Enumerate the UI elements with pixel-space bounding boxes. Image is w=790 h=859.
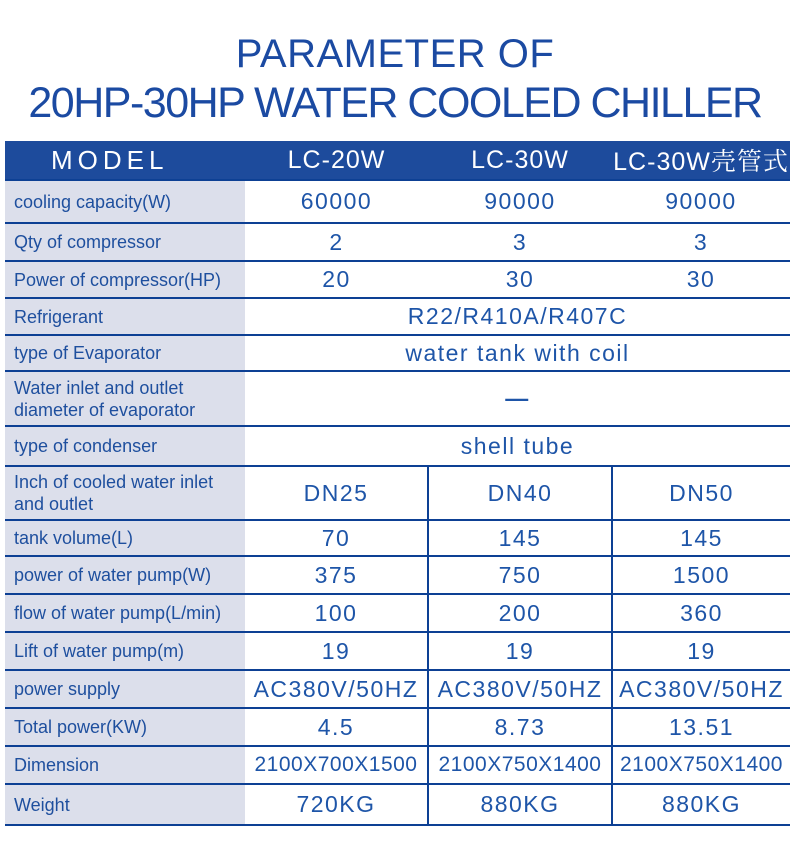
row-label: flow of water pump(L/min) xyxy=(5,594,245,632)
cell-value-span: shell tube xyxy=(245,426,790,466)
cell-value: 2100X750X1400 xyxy=(428,746,612,784)
cell-value: 8.73 xyxy=(428,708,612,746)
cell-value: 750 xyxy=(428,556,612,594)
row-label: Refrigerant xyxy=(5,298,245,335)
cell-value: 19 xyxy=(428,632,612,670)
page-title-line2: 20HP-30HP WATER COOLED CHILLER xyxy=(28,79,762,127)
cell-value: 90000 xyxy=(612,180,790,223)
table-row-power-supply xyxy=(5,670,790,708)
row-label: power supply xyxy=(5,670,245,708)
cell-value: AC380V/50HZ xyxy=(428,670,612,708)
cell-value: 30 xyxy=(428,261,612,298)
row-label: cooling capacity(W) xyxy=(5,180,245,223)
cell-value: DN40 xyxy=(428,466,612,520)
row-label: tank volume(L) xyxy=(5,520,245,556)
row-label: power of water pump(W) xyxy=(5,556,245,594)
cell-value: 360 xyxy=(612,594,790,632)
cell-value: 70 xyxy=(245,520,428,556)
header-col-lc-30w: LC-30W xyxy=(428,141,612,180)
table-row-power-of-water-pump xyxy=(5,556,790,594)
cell-value: 4.5 xyxy=(245,708,428,746)
row-label: Weight xyxy=(5,784,245,825)
cell-value: 60000 xyxy=(245,180,428,223)
cell-value: 145 xyxy=(612,520,790,556)
cell-value: AC380V/50HZ xyxy=(245,670,428,708)
table-row-refrigerant xyxy=(5,298,790,335)
header-col-lc-30w-shell-tube: LC-30W壳管式 xyxy=(612,141,790,180)
cell-value: 2100X700X1500 xyxy=(245,746,428,784)
table-row-qty-of-compressor xyxy=(5,223,790,261)
cell-value: 19 xyxy=(245,632,428,670)
table-row-lift-of-water-pump xyxy=(5,632,790,670)
row-label: Water inlet and outlet diameter of evaporator xyxy=(5,371,245,426)
table-row-dimension xyxy=(5,746,790,784)
cell-value: 375 xyxy=(245,556,428,594)
row-label: Power of compressor(HP) xyxy=(5,261,245,298)
page-title xyxy=(0,0,790,128)
table-row-cooling-capacity xyxy=(5,180,790,223)
cell-value: 145 xyxy=(428,520,612,556)
cell-value: 100 xyxy=(245,594,428,632)
cell-value: 2 xyxy=(245,223,428,261)
table-row-power-of-compressor xyxy=(5,261,790,298)
table-row-inch-of-cooled-water xyxy=(5,466,790,520)
row-label: Qty of compressor xyxy=(5,223,245,261)
cell-value-span: R22/R410A/R407C xyxy=(245,298,790,335)
spec-table-header-row xyxy=(5,141,790,180)
cell-value-span: water tank with coil xyxy=(245,335,790,371)
cell-value: DN25 xyxy=(245,466,428,520)
table-row-total-power xyxy=(5,708,790,746)
cell-value: 720KG xyxy=(245,784,428,825)
table-row-water-inlet-outlet-diameter xyxy=(5,371,790,426)
row-label: Dimension xyxy=(5,746,245,784)
cell-value: DN50 xyxy=(612,466,790,520)
cell-value: 880KG xyxy=(612,784,790,825)
table-row-flow-of-water-pump xyxy=(5,594,790,632)
page-title-line1: PARAMETER OF xyxy=(235,32,555,76)
header-model: MODEL xyxy=(5,141,245,180)
row-label: type of condenser xyxy=(5,426,245,466)
cell-value: 30 xyxy=(612,261,790,298)
row-label: Inch of cooled water inlet and outlet xyxy=(5,466,245,520)
table-row-type-of-condenser xyxy=(5,426,790,466)
spec-table xyxy=(5,141,790,826)
table-row-weight xyxy=(5,784,790,825)
cell-value-span: — xyxy=(245,371,790,426)
row-label: Total power(KW) xyxy=(5,708,245,746)
cell-value: 13.51 xyxy=(612,708,790,746)
cell-value: 200 xyxy=(428,594,612,632)
cell-value: 3 xyxy=(612,223,790,261)
cell-value: AC380V/50HZ xyxy=(612,670,790,708)
cell-value: 20 xyxy=(245,261,428,298)
header-col-lc-20w: LC-20W xyxy=(245,141,428,180)
cell-value: 1500 xyxy=(612,556,790,594)
cell-value: 90000 xyxy=(428,180,612,223)
row-label: Lift of water pump(m) xyxy=(5,632,245,670)
cell-value: 880KG xyxy=(428,784,612,825)
cell-value: 3 xyxy=(428,223,612,261)
table-row-tank-volume xyxy=(5,520,790,556)
cell-value: 2100X750X1400 xyxy=(612,746,790,784)
row-label: type of Evaporator xyxy=(5,335,245,371)
cell-value: 19 xyxy=(612,632,790,670)
table-row-type-of-evaporator xyxy=(5,335,790,371)
